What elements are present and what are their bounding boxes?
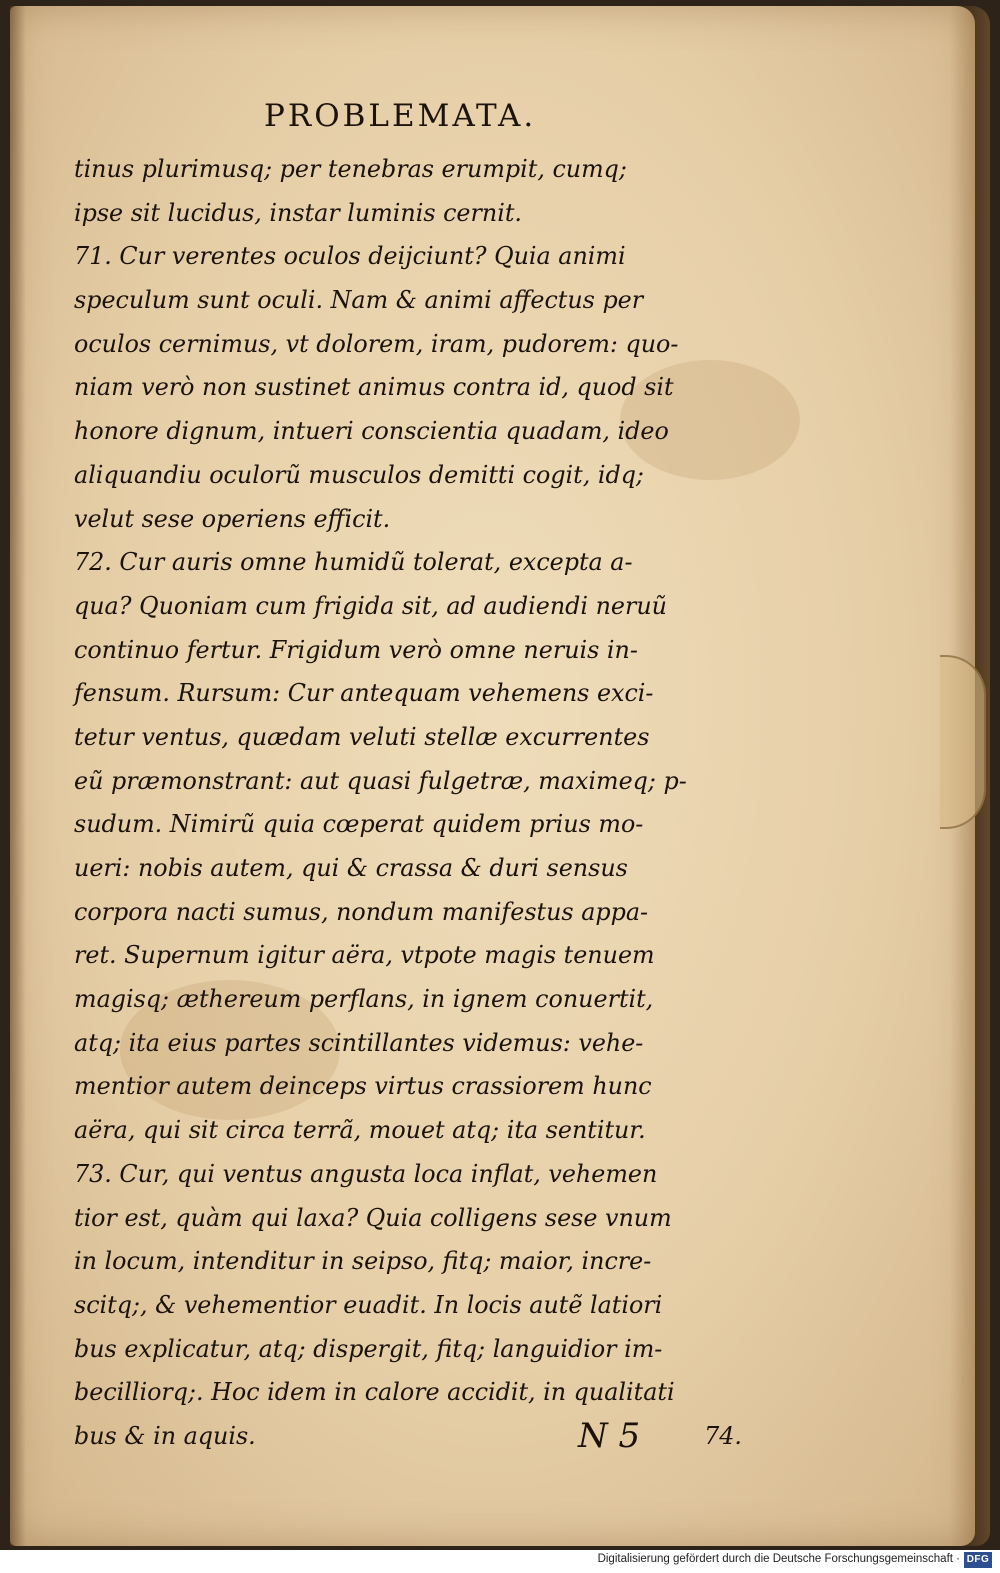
last-line-text: bus & in aquis. — [74, 1421, 256, 1450]
body-text — [74, 148, 774, 1459]
text-line: velut sese operiens efficit. — [74, 504, 391, 533]
text-line: ueri: nobis autem, qui & crassa & duri sensus — [74, 854, 628, 882]
text-line: tetur ventus, quædam veluti stellæ excurrentes — [74, 722, 650, 751]
text-line: honore dignum, intueri conscientia quadam, ideo — [74, 417, 669, 446]
digitization-credit: Digitalisierung gefördert durch die Deutsche Forschungsgemeinschaft · — [597, 1553, 960, 1565]
final-text-line — [74, 1415, 742, 1459]
signature-mark: N 5 — [577, 1415, 641, 1456]
text-line: continuo fertur. Frigidum verò omne neruis in- — [74, 635, 638, 664]
text-line: magisq; æthereum perflans, in ignem conuertit, — [74, 985, 654, 1014]
text-line: atq; ita eius partes scintillantes videmus: vehe- — [74, 1028, 644, 1057]
text-line: 71. Cur verentes oculos deijciunt? Quia animi — [74, 242, 626, 271]
text-line: sudum. Nimirũ quia cœperat quidem prius mo- — [74, 810, 644, 839]
text-line: in locum, intenditur in seipso, fitq; maior, incre- — [74, 1247, 652, 1276]
text-line: ipse sit lucidus, instar luminis cernit. — [74, 198, 522, 227]
text-line: scitq;, & vehementior euadit. In locis autẽ latiori — [74, 1290, 663, 1319]
text-line: ret. Supernum igitur aëra, vtpote magis tenuem — [74, 941, 655, 970]
catchword: 74. — [704, 1421, 742, 1450]
text-line: aliquandiu oculorũ musculos demitti cogit, idq; — [74, 460, 644, 489]
text-line: 73. Cur, qui ventus angusta loca inflat, vehemen — [74, 1159, 658, 1188]
text-line: tinus plurimusq; per tenebras erumpit, cumq; — [74, 155, 627, 183]
text-line: aëra, qui sit circa terrã, mouet atq; ita sentitur. — [74, 1116, 646, 1145]
running-header: PROBLEMATA. — [264, 98, 537, 134]
text-line: tior est, quàm qui laxa? Quia colligens sese vnum — [74, 1203, 672, 1232]
text-line: eũ præmonstrant: aut quasi fulgetræ, maximeq; p- — [74, 766, 687, 795]
text-line: speculum sunt oculi. Nam & animi affectus per — [74, 286, 644, 315]
text-line: becilliorq;. Hoc idem in calore accidit, in qualitati — [74, 1378, 675, 1407]
text-line: 72. Cur auris omne humidũ tolerat, excepta a- — [74, 548, 633, 577]
text-line: oculos cernimus, vt dolorem, iram, pudorem: quo- — [74, 329, 679, 358]
text-line: fensum. Rursum: Cur antequam vehemens exci- — [74, 679, 654, 708]
dfg-logo: DFG — [964, 1552, 992, 1568]
page-gutter-shadow — [10, 6, 26, 1546]
page-marks — [578, 1415, 742, 1459]
text-line: corpora nacti sumus, nondum manifestus appa- — [74, 897, 649, 926]
text-line: mentior autem deinceps virtus crassiorem hunc — [74, 1072, 652, 1101]
text-line: bus explicatur, atq; dispergit, fitq; languidior im- — [74, 1334, 663, 1363]
text-line: niam verò non sustinet animus contra id, quod sit — [74, 373, 674, 402]
page-edge-notch — [940, 655, 986, 829]
text-line: qua? Quoniam cum frigida sit, ad audiendi neruũ — [74, 591, 668, 620]
